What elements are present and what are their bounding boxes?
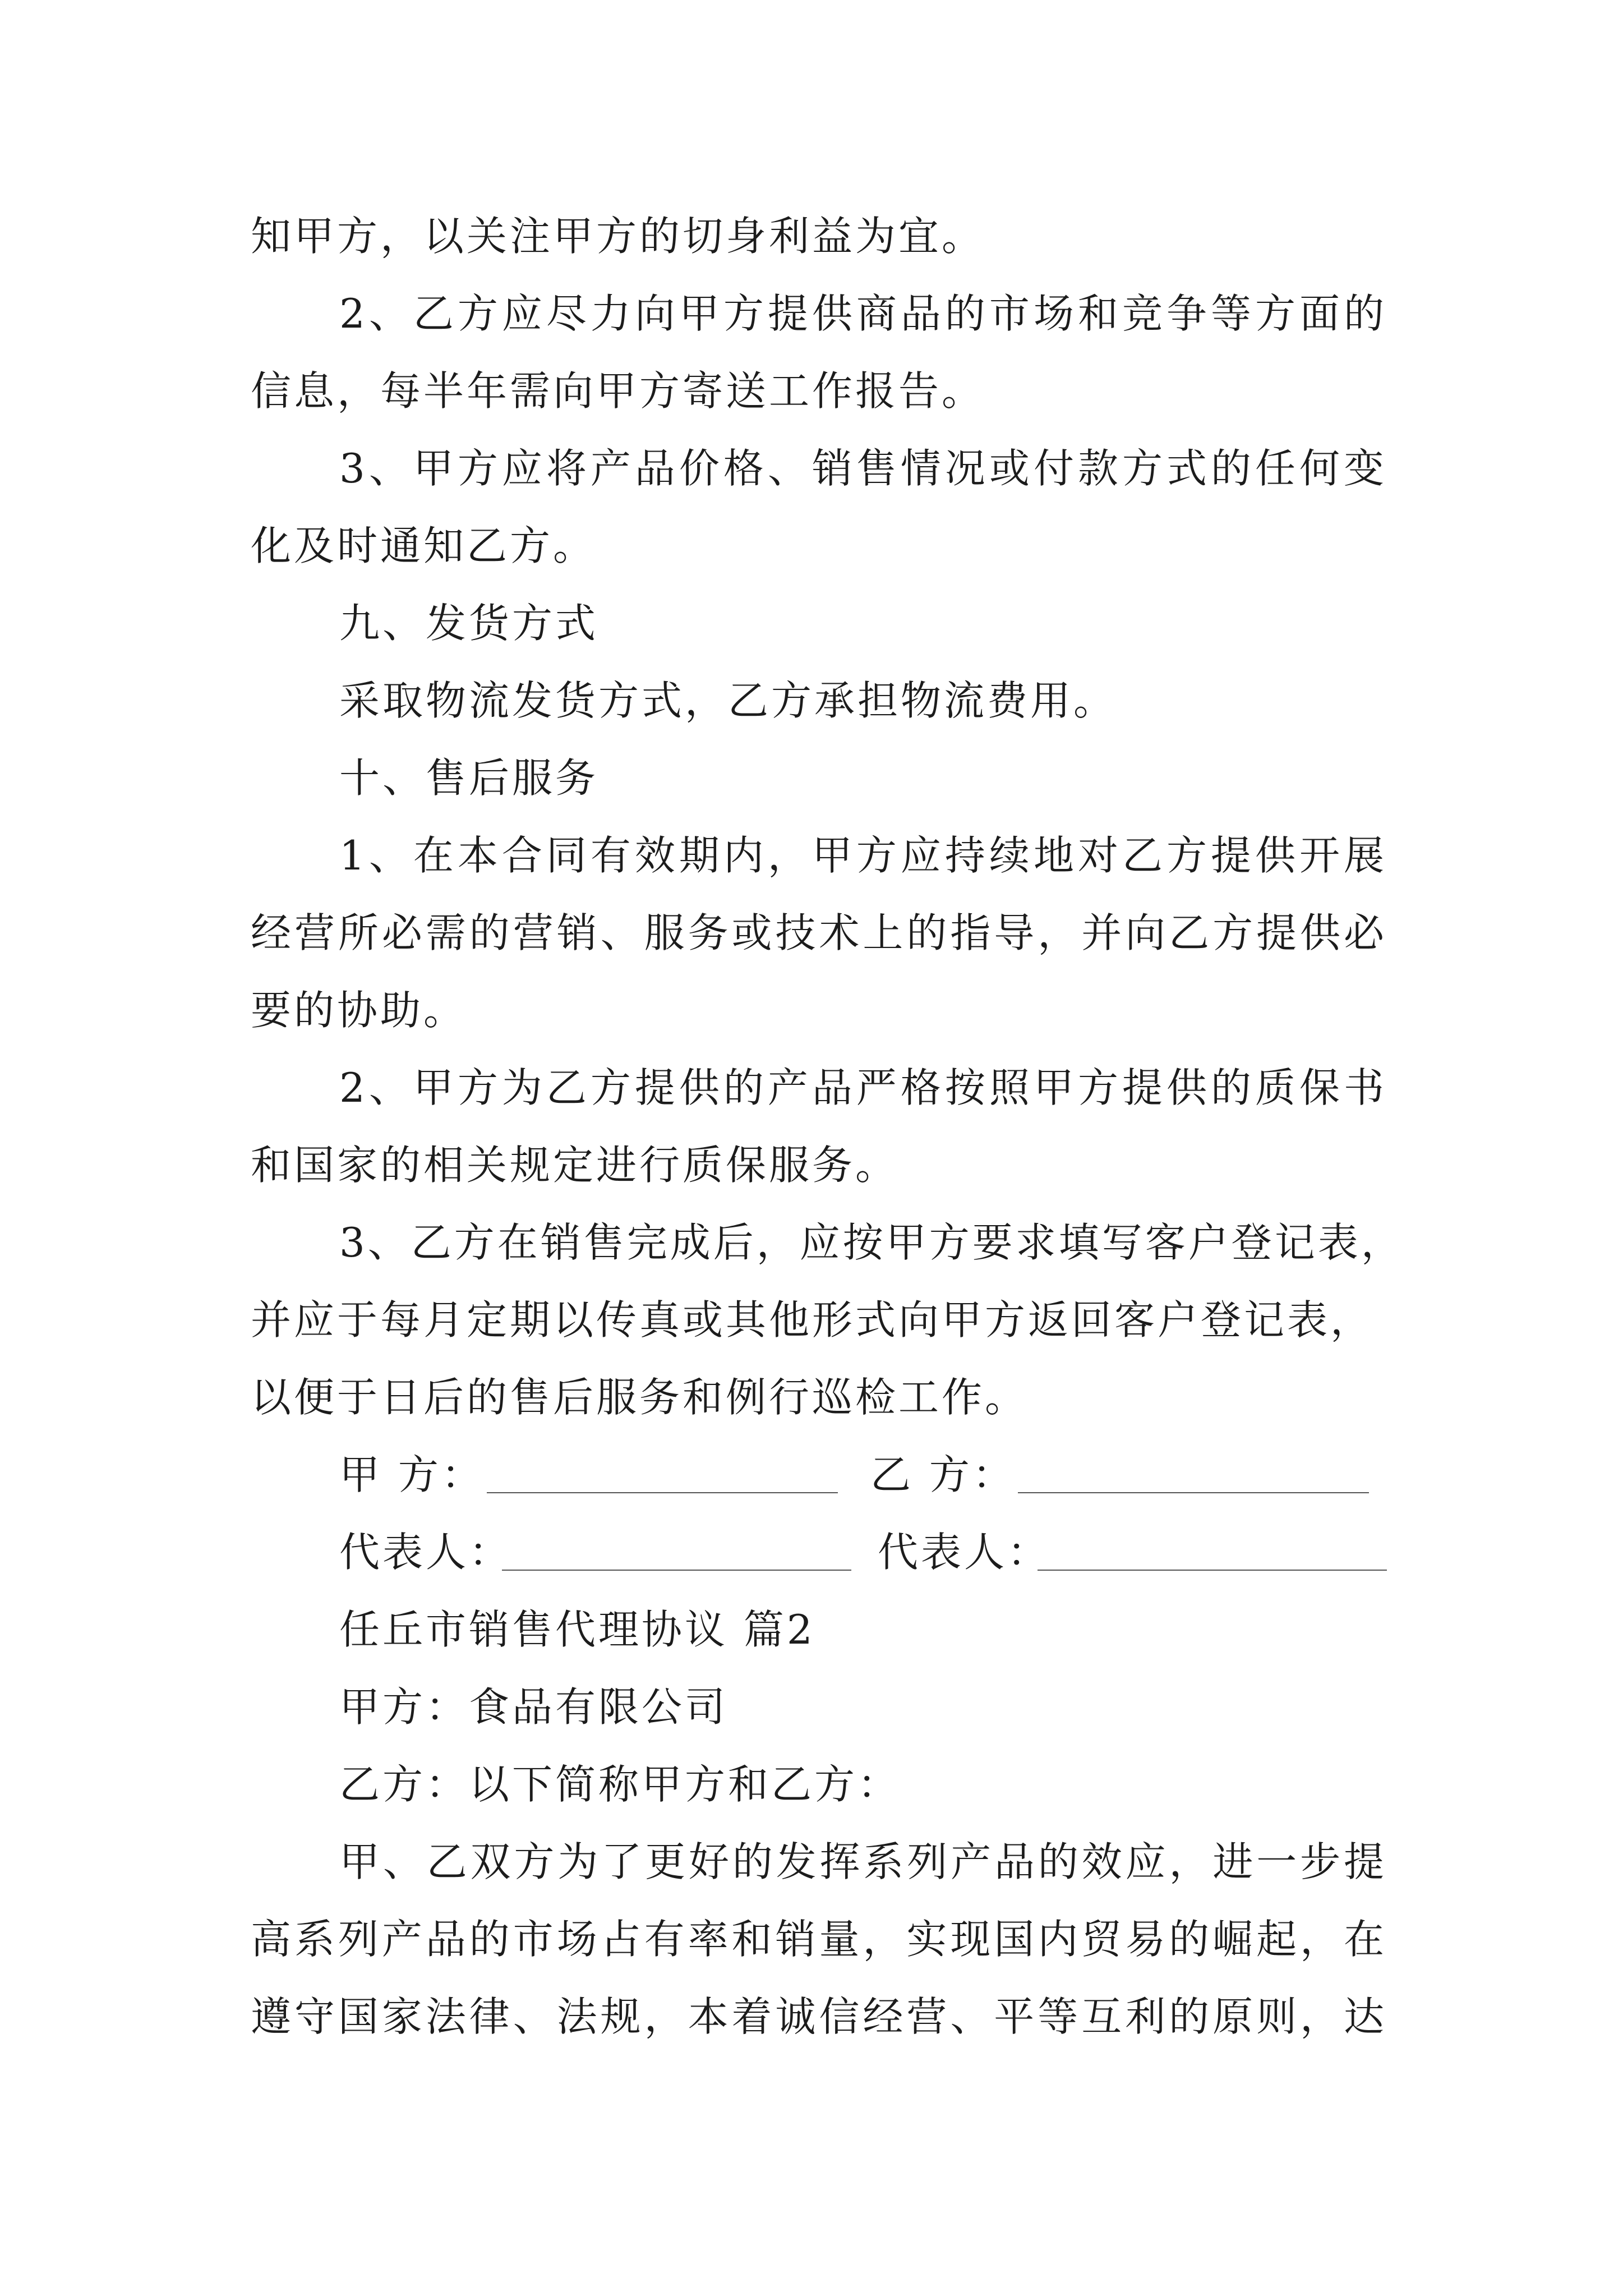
paragraph-line: 3、乙方在销售完成后，应按甲方要求填写客户登记表， [339, 1219, 1404, 1266]
shipping-paragraph: 采取物流发货方式，乙方承担物流费用。 [339, 677, 1117, 724]
paragraph-line: 和国家的相关规定进行质保服务。 [251, 1142, 899, 1189]
paragraph-line: 知甲方，以关注甲方的切身利益为宜。 [251, 213, 985, 260]
party-b-line: 乙方：以下简称甲方和乙方： [339, 1761, 901, 1808]
signature-row-parties [251, 1436, 1387, 1513]
paragraph-line: 并应于每月定期以传真或其他形式向甲方返回客户登记表， [251, 1296, 1374, 1343]
party-a-label: 甲 方： [339, 1451, 485, 1498]
paragraph [251, 1049, 1387, 1204]
paragraph [251, 817, 1387, 1049]
paragraph-line: 2、甲方为乙方提供的产品严格按照甲方提供的质保书 [339, 1064, 1387, 1111]
party-a-blank [487, 1436, 838, 1493]
section-heading-after-sales: 十、售后服务 [339, 754, 599, 802]
paragraph [251, 275, 1387, 430]
party-a-line: 甲方：食品有限公司 [339, 1683, 728, 1731]
paragraph-line: 2、乙方应尽力向甲方提供商品的市场和竞争等方面的 [339, 290, 1387, 337]
paragraph-line: 信息，每半年需向甲方寄送工作报告。 [251, 367, 985, 415]
agreement-title: 任丘市销售代理协议 篇2 [339, 1606, 815, 1653]
paragraph-line: 化及时通知乙方。 [251, 522, 597, 569]
paragraph [251, 430, 1387, 585]
paragraph-line: 经营所必需的营销、服务或技术上的指导，并向乙方提供必 [251, 909, 1387, 956]
paragraph-line: 以便于日后的售后服务和例行巡检工作。 [251, 1374, 1029, 1421]
paragraph [251, 1204, 1404, 1436]
document-page [251, 197, 1404, 2055]
rep-b-blank [1038, 1513, 1387, 1571]
paragraph-line: 甲、乙双方为了更好的发挥系列产品的效应，进一步提 [339, 1838, 1387, 1885]
paragraph [251, 1823, 1387, 2055]
section-heading-shipping: 九、发货方式 [339, 600, 599, 647]
paragraph-line: 要的协助。 [251, 987, 467, 1034]
rep-b-label: 代表人： [878, 1529, 1051, 1576]
signature-row-representatives [251, 1513, 1387, 1591]
rep-a-label: 代表人： [339, 1529, 513, 1576]
party-b-blank [1018, 1436, 1369, 1493]
paragraph-line: 高系列产品的市场占有率和销量，实现国内贸易的崛起，在 [251, 1916, 1387, 1963]
paragraph-line: 1、在本合同有效期内，甲方应持续地对乙方提供开展 [339, 832, 1387, 879]
paragraph [251, 197, 1387, 275]
paragraph-line: 3、甲方应将产品价格、销售情况或付款方式的任何变 [339, 445, 1387, 492]
party-b-label: 乙 方： [870, 1451, 1016, 1498]
paragraph-line: 遵守国家法律、法规，本着诚信经营、平等互利的原则，达 [251, 1993, 1387, 2040]
rep-a-blank [502, 1513, 851, 1571]
